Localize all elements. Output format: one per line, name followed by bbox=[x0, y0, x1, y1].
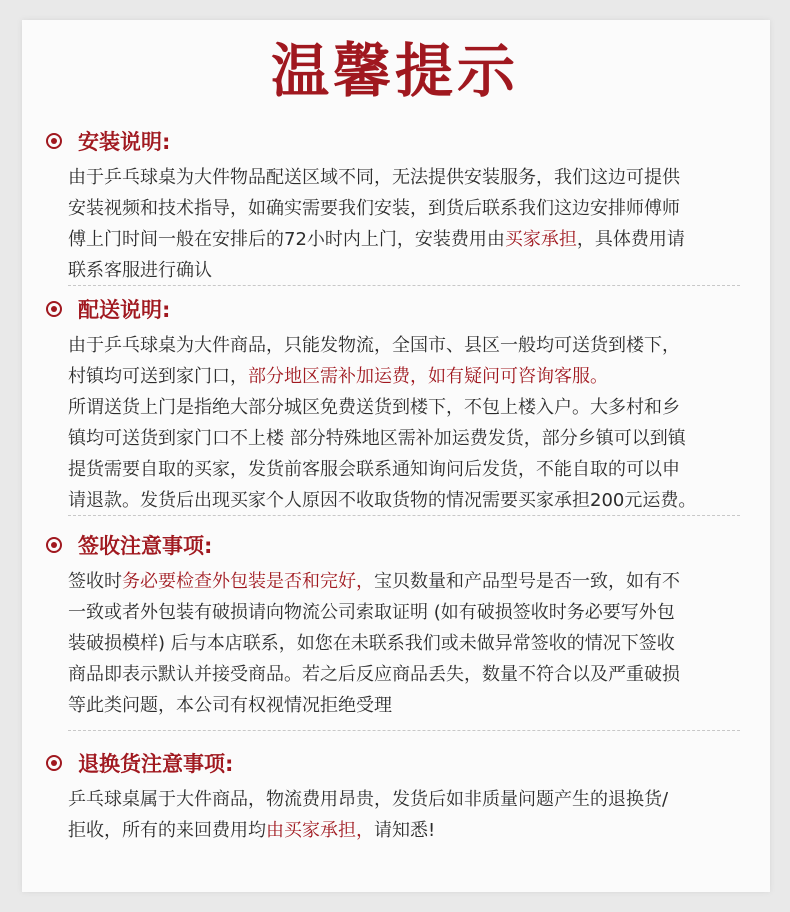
body-text: 镇均可送货到家门口不上楼 部分特殊地区需补加运费发货，部分乡镇可以到镇 bbox=[68, 428, 686, 449]
section-heading-text: 签收注意事项: bbox=[78, 534, 213, 558]
target-bullet-icon bbox=[46, 755, 62, 771]
paragraph-line bbox=[68, 392, 746, 423]
body-text: 联系客服进行确认 bbox=[68, 260, 212, 281]
body-text: 等此类问题，本公司有权视情况拒绝受理 bbox=[68, 695, 392, 716]
highlight-text: 由买家承担， bbox=[266, 820, 374, 841]
body-text: 宝贝数量和产品型号是否一致，如有不 bbox=[374, 571, 680, 592]
target-bullet-icon bbox=[46, 133, 62, 149]
body-text: 装破损模样) 后与本店联系，如您在未联系我们或未做异常签收的情况下签收 bbox=[68, 633, 675, 654]
section-divider bbox=[68, 730, 740, 731]
highlight-text: 部分地区需补加运费，如有疑问可咨询客服。 bbox=[248, 366, 608, 387]
section-returns bbox=[46, 746, 746, 846]
section-signing bbox=[46, 528, 746, 721]
paragraph-line bbox=[68, 690, 746, 721]
body-text: 拒收，所有的来回费用均 bbox=[68, 820, 266, 841]
body-text: 请退款。发货后出现买家个人原因不收取货物的情况需要买家承担200元运费。 bbox=[68, 490, 697, 511]
paragraph-line bbox=[68, 566, 746, 597]
body-text: 请知悉! bbox=[374, 820, 436, 841]
target-bullet-icon bbox=[46, 537, 62, 553]
section-heading-text: 配送说明: bbox=[78, 298, 171, 322]
paragraph-line bbox=[68, 224, 746, 255]
body-text: 一致或者外包装有破损请向物流公司索取证明 (如有破损签收时务必要写外包 bbox=[68, 602, 675, 623]
section-installation bbox=[46, 124, 746, 286]
paragraph-line bbox=[68, 330, 746, 361]
paragraph-line bbox=[68, 423, 746, 454]
paragraph-line bbox=[68, 162, 746, 193]
body-text: 乒乓球桌属于大件商品，物流费用昂贵，发货后如非质量问题产生的退换货/ bbox=[68, 789, 669, 810]
section-divider bbox=[68, 285, 740, 286]
paragraph-line bbox=[68, 361, 746, 392]
body-text: 签收时 bbox=[68, 571, 122, 592]
section-heading bbox=[46, 528, 746, 562]
body-text: 所谓送货上门是指绝大部分城区免费送货到楼下，不包上楼入户。大多村和乡 bbox=[68, 397, 680, 418]
paragraph-line bbox=[68, 784, 746, 815]
paragraph-line bbox=[68, 659, 746, 690]
paragraph-line bbox=[68, 628, 746, 659]
paragraph-line bbox=[68, 255, 746, 286]
body-text: 由于乒乓球桌为大件物品配送区域不同，无法提供安装服务，我们这边可提供 bbox=[68, 167, 680, 188]
section-heading bbox=[46, 124, 746, 158]
section-divider bbox=[68, 515, 740, 516]
page-title: 温馨提示 bbox=[270, 37, 519, 105]
body-text: 村镇均可送到家门口， bbox=[68, 366, 248, 387]
paragraph-line bbox=[68, 815, 746, 846]
paragraph-line bbox=[68, 193, 746, 224]
body-text: 安装视频和技术指导，如确实需要我们安装，到货后联系我们这边安排师傅师 bbox=[68, 198, 680, 219]
body-text: 傅上门时间一般在安排后的72小时内上门，安装费用由 bbox=[68, 229, 505, 250]
body-text: 商品即表示默认并接受商品。若之后反应商品丢失，数量不符合以及严重破损 bbox=[68, 664, 680, 685]
highlight-text: 买家承担 bbox=[504, 229, 577, 250]
section-heading-text: 退换货注意事项: bbox=[78, 752, 234, 776]
body-text: ，具体费用请 bbox=[576, 229, 685, 250]
paragraph-line bbox=[68, 485, 746, 516]
paragraph-line bbox=[68, 454, 746, 485]
section-delivery bbox=[46, 292, 746, 516]
paragraph-line bbox=[68, 597, 746, 628]
section-heading bbox=[46, 746, 746, 780]
body-text: 提货需要自取的买家，发货前客服会联系通知询问后发货，不能自取的可以申 bbox=[68, 459, 680, 480]
target-bullet-icon bbox=[46, 301, 62, 317]
section-heading bbox=[46, 292, 746, 326]
highlight-text: 务必要检查外包装是否和完好， bbox=[122, 571, 374, 592]
body-text: 由于乒乓球桌为大件商品，只能发物流，全国市、县区一般均可送货到楼下， bbox=[68, 335, 680, 356]
section-heading-text: 安装说明: bbox=[78, 130, 171, 154]
